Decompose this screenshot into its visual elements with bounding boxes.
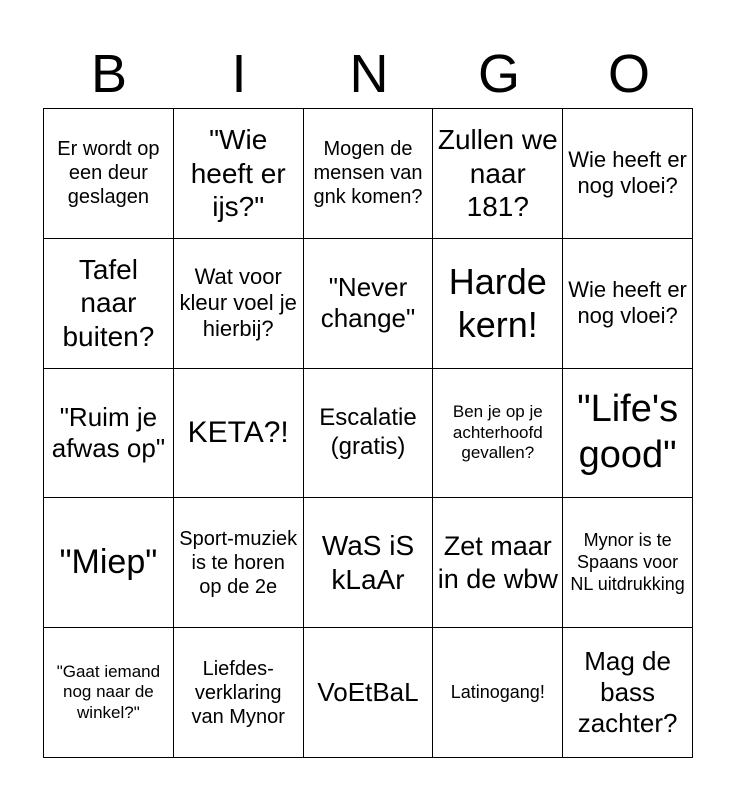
bingo-grid [43, 108, 693, 758]
bingo-cell-text: Tafel naar buiten? [62, 253, 155, 352]
bingo-cell-text: Wie heeft er nog vloei? [568, 276, 687, 329]
bingo-cell-text: Mag de bass zachter? [577, 645, 678, 739]
bingo-cell[interactable] [563, 628, 693, 758]
bingo-cell[interactable] [174, 109, 304, 239]
header-letter-o: O [607, 44, 650, 104]
bingo-cell[interactable] [433, 239, 563, 369]
bingo-cell-text: Liefdes-verklaring van Mynor [191, 657, 285, 728]
header-letter-i: I [231, 44, 247, 104]
bingo-cell[interactable] [174, 239, 304, 369]
bingo-cell[interactable] [304, 628, 434, 758]
bingo-cell[interactable] [44, 239, 174, 369]
bingo-cell[interactable] [433, 628, 563, 758]
bingo-cell-text: Er wordt op een deur geslagen [57, 138, 160, 209]
header-letter-n: N [349, 44, 389, 104]
bingo-cell[interactable] [44, 498, 174, 628]
bingo-cell-text: "Gaat iemand nog naar de winkel?" [56, 662, 161, 722]
bingo-cell-text: "Life's good" [577, 388, 679, 476]
bingo-cell[interactable] [563, 239, 693, 369]
header-letter-b: B [90, 44, 128, 104]
bingo-cell[interactable] [563, 109, 693, 239]
bingo-cell-text: Harde kern! [448, 261, 547, 346]
bingo-cell-text: Zet maar in de wbw [437, 531, 558, 594]
bingo-cell[interactable] [433, 498, 563, 628]
bingo-cell-text: Sport-muziek is te horen op de 2e [179, 527, 298, 598]
bingo-header [44, 40, 694, 108]
bingo-cell-text: Escalatie (gratis) [319, 404, 417, 460]
bingo-cell-text: "Ruim je afwas op" [51, 401, 166, 463]
bingo-cell[interactable] [304, 498, 434, 628]
bingo-cell-text: "Never change" [320, 272, 416, 334]
bingo-cell-text: "Wie heeft er ijs?" [190, 124, 286, 223]
bingo-cell[interactable] [304, 369, 434, 499]
bingo-cell-text: Zullen we naar 181? [437, 124, 558, 223]
bingo-cell[interactable] [44, 369, 174, 499]
bingo-cell[interactable] [433, 369, 563, 499]
bingo-cell[interactable] [304, 239, 434, 369]
bingo-cell[interactable] [174, 369, 304, 499]
bingo-cell-text: KETA?! [187, 415, 289, 449]
bingo-cell[interactable] [563, 369, 693, 499]
bingo-cell[interactable] [563, 498, 693, 628]
bingo-cell[interactable] [44, 628, 174, 758]
header-letter-g: G [477, 44, 520, 104]
bingo-cell-text: Mogen de mensen van gnk komen? [313, 138, 423, 209]
bingo-cell-text: Wat voor kleur voel je hierbij? [179, 263, 297, 342]
bingo-cell-text: Mynor is te Spaans voor NL uitdrukking [570, 530, 685, 594]
bingo-cell-text: WaS iS kLaAr [321, 530, 415, 595]
bingo-cell[interactable] [174, 628, 304, 758]
bingo-cell-text: Wie heeft er nog vloei? [568, 147, 687, 199]
bingo-cell[interactable] [44, 109, 174, 239]
bingo-cell-text: Ben je op je achterhoofd gevallen? [452, 402, 543, 463]
bingo-cell[interactable] [433, 109, 563, 239]
bingo-cell[interactable] [304, 109, 434, 239]
bingo-cell-text: Latinogang! [450, 681, 545, 702]
bingo-cell[interactable] [174, 498, 304, 628]
bingo-cell-text: "Miep" [59, 543, 158, 582]
bingo-cell-text: VoEtBaL [317, 677, 419, 707]
